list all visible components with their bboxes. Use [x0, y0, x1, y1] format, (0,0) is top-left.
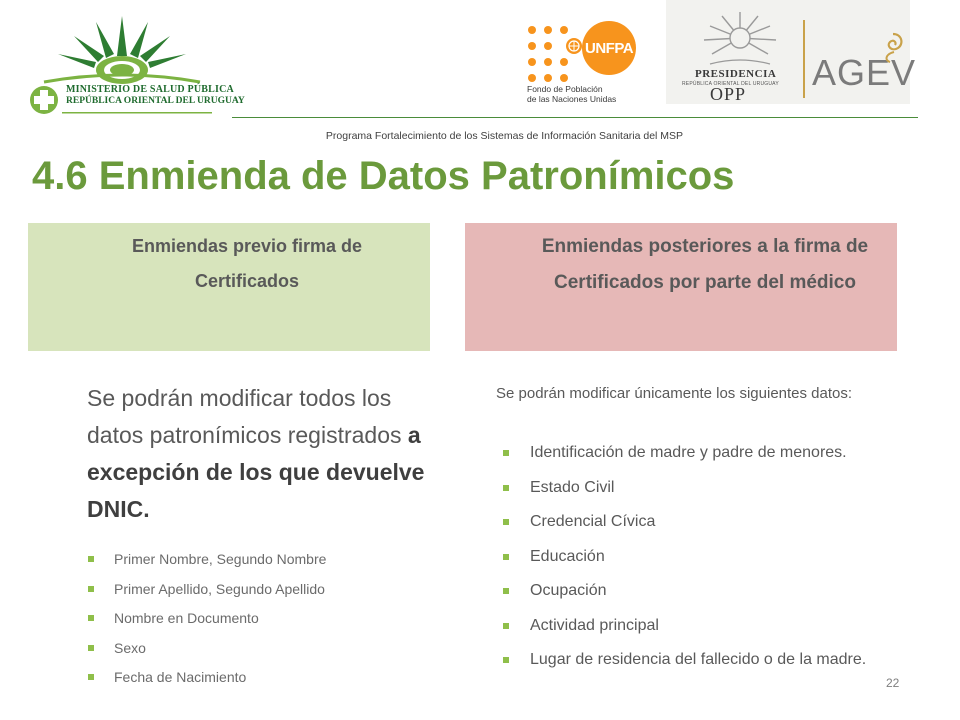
post-signature-title: Enmiendas posteriores a la firma de Certificados por parte del médico — [541, 236, 869, 293]
dnic-fields-list — [87, 545, 326, 693]
list-item: Estado Civil — [496, 475, 906, 501]
list-item: Primer Apellido, Segundo Apellido — [87, 575, 326, 605]
bullet-icon — [503, 623, 509, 629]
list-item: Primer Nombre, Segundo Nombre — [87, 545, 326, 575]
unfpa-subtitle-line1: Fondo de Población — [527, 84, 603, 94]
page-title: 4.6 Enmienda de Datos Patronímicos — [32, 154, 735, 198]
bullet-icon — [88, 615, 94, 621]
presidencia-label: PRESIDENCIA — [695, 68, 777, 80]
list-item: Nombre en Documento — [87, 604, 326, 634]
left-intro-bold: a excepción de los que devuelve DNIC. — [87, 422, 425, 522]
bullet-icon — [503, 485, 509, 491]
sun-emblem-icon — [690, 8, 790, 68]
bullet-icon — [503, 554, 509, 560]
list-item: Actividad principal — [496, 613, 906, 639]
right-intro-text: Se podrán modificar únicamente los siguientes datos: — [496, 385, 853, 402]
bullet-icon — [503, 519, 509, 525]
left-intro-normal: Se podrán modificar todos los datos patronímicos registrados — [87, 385, 408, 448]
sun-shield-icon — [44, 16, 200, 84]
presidencia-sub-label: REPÚBLICA ORIENTAL DEL URUGUAY — [682, 81, 779, 87]
agev-wordmark: AGEV — [812, 52, 917, 93]
list-item: Educación — [496, 544, 906, 570]
bullet-icon — [88, 645, 94, 651]
header-divider — [232, 117, 918, 118]
modifiable-fields-list — [496, 440, 906, 682]
bullet-icon — [88, 556, 94, 562]
opp-label: OPP — [710, 84, 747, 104]
un-emblem-icon — [566, 38, 582, 54]
bullet-icon — [88, 674, 94, 680]
bullet-icon — [503, 450, 509, 456]
list-item: Ocupación — [496, 578, 906, 604]
left-intro-text — [87, 380, 437, 528]
list-item: Sexo — [87, 634, 326, 664]
program-subtitle: Programa Fortalecimiento de los Sistemas de Información Sanitaria del MSP — [325, 130, 684, 142]
list-item: Fecha de Nacimiento — [87, 663, 326, 693]
msp-name-line1: MINISTERIO DE SALUD PÚBLICA — [66, 84, 234, 95]
pre-signature-title: Enmiendas previo firma de Certificados — [131, 236, 363, 291]
list-item: Lugar de residencia del fallecido o de la madre. — [496, 647, 906, 673]
bullet-icon — [88, 586, 94, 592]
unfpa-wordmark: UNFPA — [585, 40, 634, 57]
spiral-icon — [880, 30, 906, 64]
list-item: Identificación de madre y padre de menores. — [496, 440, 906, 466]
page-number: 22 — [886, 676, 900, 690]
bullet-icon — [503, 588, 509, 594]
unfpa-subtitle-line2: de las Naciones Unidas — [527, 94, 617, 104]
logo-divider — [803, 20, 805, 98]
bullet-icon — [503, 657, 509, 663]
list-item: Credencial Cívica — [496, 509, 906, 535]
msp-name-line2: REPÚBLICA ORIENTAL DEL URUGUAY — [66, 96, 245, 106]
